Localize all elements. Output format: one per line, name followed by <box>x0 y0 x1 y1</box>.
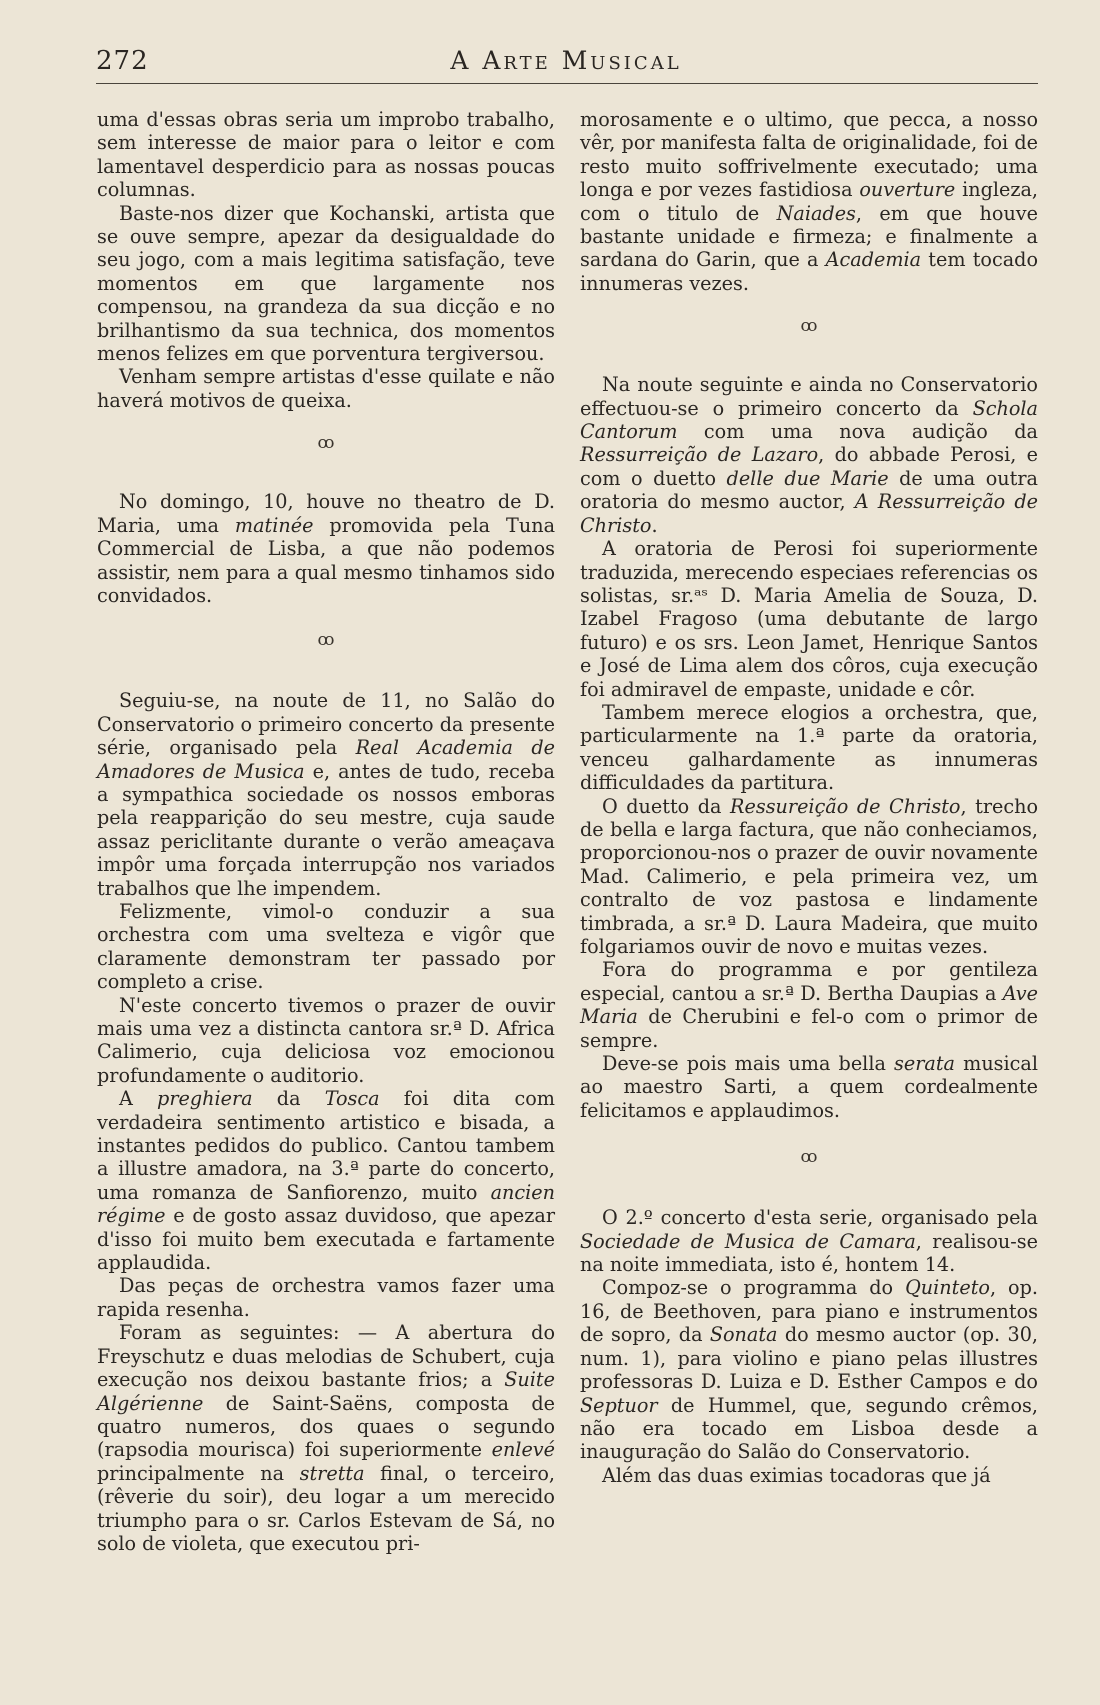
paragraph: Deve-se pois mais uma bella serata musical ao maestro Sarti, a quem cordealmente felicitamos e applaudimos. <box>580 1052 1038 1122</box>
paragraph: Foram as seguintes: — A abertura do Freyschutz e duas melodias de Schubert, cuja execução nos deixou bastante frios; a Suite Algérienne de Saint-Saëns, composta de quatro numeros, dos quaes o segundo (rapsodia mourisca) foi superiormente enlevé principalmente na stretta final, o terceiro, (rêverie du soir), deu logar a um merecido triumpho para o sr. Carlos Estevam de Sá, no solo de violeta, que executou pri- <box>97 1321 555 1555</box>
section-ornament-icon: ꝏ <box>800 316 818 337</box>
header-rule <box>96 83 1038 84</box>
paragraph: Na noute seguinte e ainda no Conservatorio effectuou-se o primeiro concerto da Schola Cantorum com uma nova audição da Ressurreição de Lazaro, do abbade Perosi, e com o duetto delle due Marie de uma outra oratoria do mesmo auctor, A Ressurreição de Christo. <box>580 373 1039 537</box>
paragraph: A preghiera da Tosca foi dita com verdadeira sentimento artistico e bisada, a instantes pedidos do publico. Cantou tambem a illustre amadora, na 3.ª parte do concerto, uma romanza de Sanfiorenzo, muito ancien régime e de gosto assaz duvidoso, que apezar d'isso foi muito bem executada e fartamente applaudida. <box>97 1087 556 1275</box>
paragraph: Tambem merece elogios a orchestra, que, particularmente na 1.ª parte da oratoria, venceu galhardamente as innumeras difficuldades da partitura. <box>580 700 1038 795</box>
page-number: 272 <box>96 46 149 76</box>
paragraph: Seguiu-se, na noute de 11, no Salão do Conservatorio o primeiro concerto da presente série, organisado pela Real Academia de Amadores de Musica e, antes de tudo, receba a sympathica sociedade os nossos emboras pela reapparição do seu mestre, cuja saude assaz periclitante durante o verão ameaçava impôr uma forçada interrupção nos variados trabalhos que lhe impendem. <box>97 689 555 900</box>
section-ornament-icon: ꝏ <box>800 1147 818 1168</box>
section-ornament-icon: ꝏ <box>317 433 335 454</box>
paragraph: Compoz-se o programma do Quinteto, op. 16, de Beethoven, para piano e instrumentos de sopro, da Sonata do mesmo auctor (op. 30, num. 1), para violino e piano pelas illustres professoras D. Luiza e D. Esther Campos e do Septuor de Hummel, que, segundo crêmos, não era tocado em Lisboa desde a inauguração do Salão do Conservatorio. <box>580 1276 1038 1464</box>
paragraph: Baste-nos dizer que Kochanski, artista que se ouve sempre, apezar da desigualdade do seu jogo, com a mais legitima satisfação, teve momentos em que largamente nos compensou, na grandeza da sua dicção e no brilhantismo da sua technica, dos momentos menos felizes em que porventura tergiversou. <box>97 201 555 366</box>
right-column <box>580 108 1038 1487</box>
paragraph: Venham sempre artistas d'esse quilate e não haverá motivos de queixa. <box>97 365 555 412</box>
section-ornament-icon: ꝏ <box>317 630 335 651</box>
paragraph: morosamente e o ultimo, que pecca, a nosso vêr, por manifesta falta de originalidade, foi de resto muito soffrivelmente executado; uma longa e por vezes fastidiosa ouverture ingleza, com o titulo de Naiades, em que houve bastante unidade e firmeza; e finalmente a sardana do Garin, que a Academia tem tocado innumeras vezes. <box>580 108 1039 295</box>
paragraph: N'este concerto tivemos o prazer de ouvir mais uma vez a distincta cantora sr.ª D. Africa Calimerio, cuja deliciosa voz emocionou profundamente o auditorio. <box>97 993 555 1087</box>
page-header <box>96 40 1036 80</box>
left-column <box>97 108 555 1555</box>
paragraph: Além das duas eximias tocadoras que já <box>602 1463 991 1487</box>
paragraph: O 2.º concerto d'esta serie, organisado pela Sociedade de Musica de Camara, realisou-se na noite immediata, isto é, hontem 14. <box>580 1206 1038 1277</box>
paragraph: No domingo, 10, houve no theatro de D. Maria, uma matinée promovida pela Tuna Commercial de Lisba, a que não podemos assistir, nem para a qual mesmo tinhamos sido convidados. <box>97 490 556 607</box>
paragraph: O duetto da Ressureição de Christo, trecho de bella e larga factura, que não conheciamos, proporcionou-nos o prazer de ouvir novamente Mad. Calimerio, e pela primeira vez, um contralto de voz pastosa e lindamente timbrada, a sr.ª D. Laura Madeira, que muito folgariamos ouvir de novo e muitas vezes. <box>580 794 1039 958</box>
running-title: A Arte Musical <box>450 46 682 75</box>
paragraph: uma d'essas obras seria um improbo trabalho, sem interesse de maior para o leitor e com lamentavel desperdicio para as nossas poucas columnas. <box>97 108 555 202</box>
paragraph: Fora do programma e por gentileza especial, cantou a sr.ª D. Bertha Daupias a Ave Maria de Cherubini e fel-o com o primor de sempre. <box>580 958 1038 1052</box>
paragraph: Das peças de orchestra vamos fazer uma rapida resenha. <box>97 1274 555 1321</box>
paragraph: A oratoria de Perosi foi superiormente traduzida, merecendo especiaes referencias os solistas, sr.ᵃˢ D. Maria Amelia de Souza, D. Izabel Fragoso (uma debutante de largo futuro) e os srs. Leon Jamet, Henrique Santos e José de Lima alem dos côros, cuja execução foi admiravel de empaste, unidade e côr. <box>580 537 1038 701</box>
paragraph: Felizmente, vimol-o conduzir a sua orchestra com uma svelteza e vigôr que claramente demonstram ter passado por completo a crise. <box>97 899 555 994</box>
